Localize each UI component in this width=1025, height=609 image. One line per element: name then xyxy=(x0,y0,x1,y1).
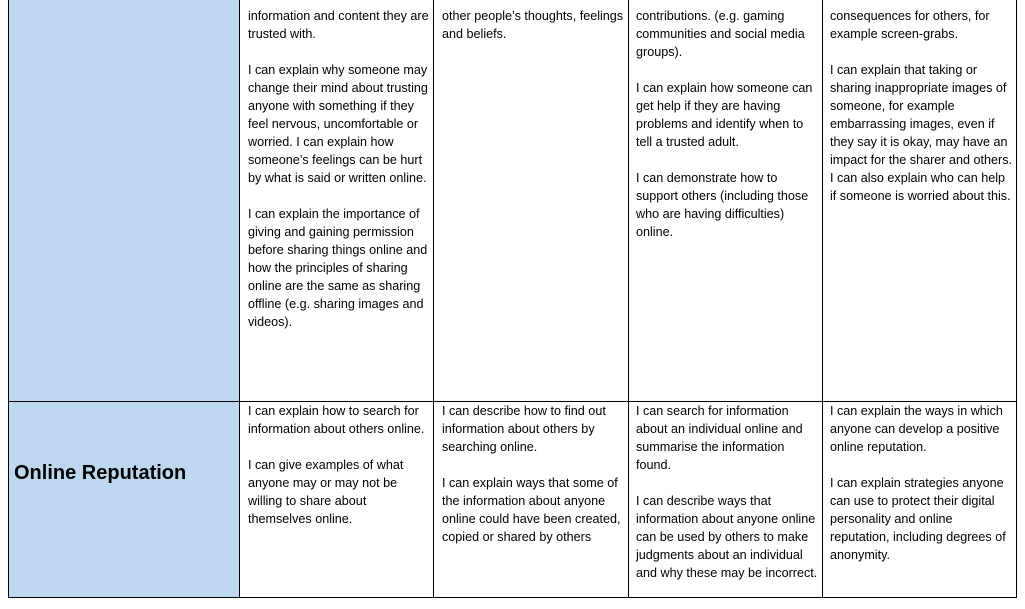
table-border xyxy=(433,0,434,598)
table-cell xyxy=(442,402,624,546)
cell-paragraph: I can explain ways that some of the information about anyone online could have been created, copied or shared by others xyxy=(442,476,621,544)
cell-paragraph: I can explain that taking or sharing inappropriate images of someone, for example embarrassing images, even if they say it is okay, may have an impact for the sharer and others. I can also explain who can help if someone is worried about this. xyxy=(830,63,1013,203)
table-border xyxy=(628,0,629,598)
table-cell xyxy=(830,402,1013,564)
row-heading-online-reputation: Online Reputation xyxy=(14,462,187,484)
cell-paragraph: consequences for others, for example screen-grabs. xyxy=(830,9,990,41)
cell-paragraph: I can describe how to find out information about others by searching online. xyxy=(442,404,606,454)
table-cell xyxy=(248,7,430,331)
row-heading-cell-1 xyxy=(9,0,239,401)
cell-paragraph: other people’s thoughts, feelings and beliefs. xyxy=(442,9,624,41)
table-cell xyxy=(636,402,819,582)
table-cell xyxy=(248,402,430,528)
table-border xyxy=(239,0,240,598)
cell-paragraph: information and content they are trusted with. xyxy=(248,9,429,41)
table-border xyxy=(8,597,1017,598)
cell-paragraph: I can give examples of what anyone may or may not be willing to share about themselves online. xyxy=(248,458,404,526)
table-cell xyxy=(636,7,819,241)
row-heading-cell-2 xyxy=(9,402,239,597)
cell-paragraph: I can search for information about an individual online and summarise the information found. xyxy=(636,404,803,472)
table-cell xyxy=(442,7,624,43)
cell-paragraph: I can describe ways that information about anyone online can be used by others to make judgments about an individual and why these may be incorrect. xyxy=(636,494,818,580)
table-cell xyxy=(830,7,1013,205)
cell-paragraph: I can explain how to search for information about others online. xyxy=(248,404,425,436)
cell-paragraph: I can explain strategies anyone can use to protect their digital personality and online reputation, including degrees of anonymity. xyxy=(830,476,1006,562)
cell-paragraph: I can explain the ways in which anyone can develop a positive online reputation. xyxy=(830,404,1003,454)
table-border xyxy=(8,0,9,598)
cell-paragraph: contributions. (e.g. gaming communities and social media groups). xyxy=(636,9,805,59)
table-border xyxy=(1016,0,1017,598)
table-border xyxy=(822,0,823,598)
cell-paragraph: I can explain the importance of giving and gaining permission before sharing things online and how the principles of sharing online are the same as sharing offline (e.g. sharing images and videos). xyxy=(248,207,428,329)
cell-paragraph: I can demonstrate how to support others (including those who are having difficulties) online. xyxy=(636,171,809,239)
cell-paragraph: I can explain how someone can get help if they are having problems and identify when to tell a trusted adult. xyxy=(636,81,813,149)
cell-paragraph: I can explain why someone may change their mind about trusting anyone with something if they feel nervous, uncomfortable or worried. I can explain how someone’s feelings can be hurt by what is said or written online. xyxy=(248,63,428,185)
